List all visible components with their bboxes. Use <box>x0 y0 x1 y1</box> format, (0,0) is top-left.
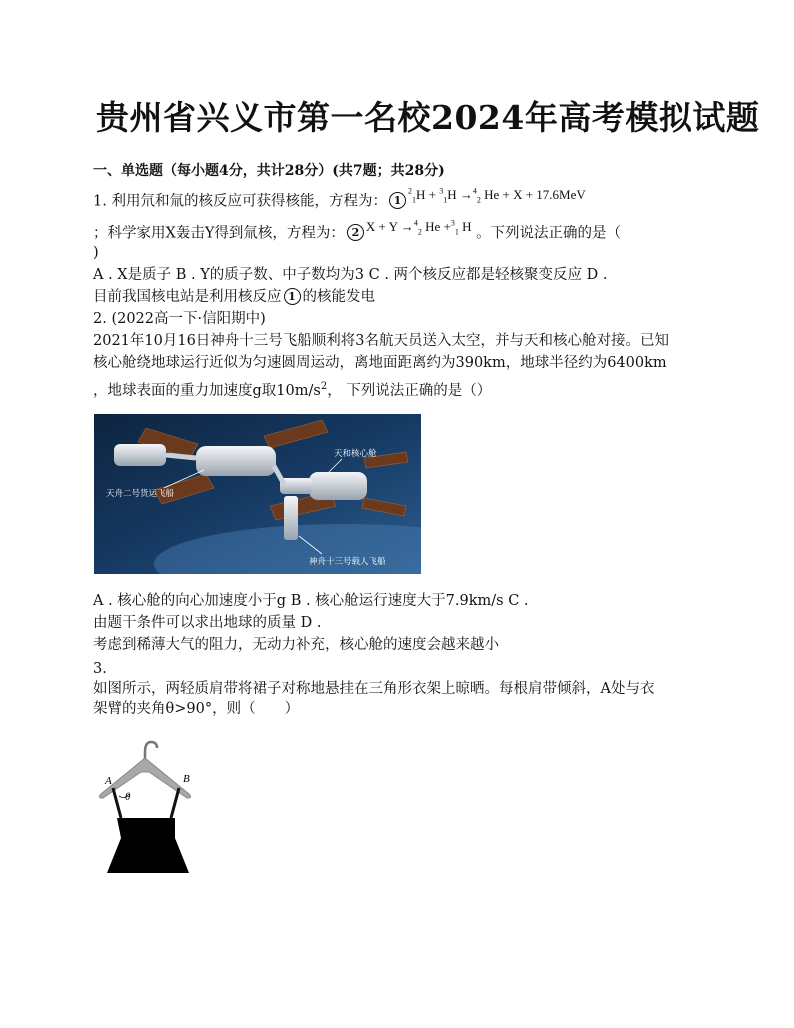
q1-option-d <box>93 287 375 307</box>
label-tianzhou: 天舟二号货运飞船 <box>106 489 175 499</box>
q2-line-1: 2021年10月16日神舟十三号飞船顺利将3名航天员送入太空，并与天和核心舱对接。已知 <box>93 333 670 349</box>
q2-option-c: 由题干条件可以求出地球的质量 D . <box>93 615 322 631</box>
q1-line-2 <box>93 220 621 249</box>
q1-option-d-text: 目前我国核电站是利用核反应 <box>93 289 282 305</box>
q2-options: A . 核心舱的向心加速度小于g B . 核心舱运行速度大于7.9km/s C . <box>93 593 529 609</box>
q1-equation-1: $^2_1$H + $^3_1$H →$^4_2$ He + X + 17.6MeV <box>407 187 586 205</box>
q3-line-1: 如图所示，两轻质肩带将裙子对称地悬挂在三角形衣架上晾晒。每根肩带倾斜，A处与衣 <box>93 681 655 697</box>
q1-options: A . X是质子 B . Y的质子数、中子数均为3 C . 两个核反应都是轻核聚变反应 D . <box>93 267 608 283</box>
q1-text: 1. 利用氘和氚的核反应可获得核能，方程为： <box>93 193 387 210</box>
q2-line-3 <box>93 377 491 401</box>
label-a: A <box>105 775 112 787</box>
label-shenzhou: 神舟十三号载人飞船 <box>309 557 386 567</box>
section-header: 一、单选题（每小题4分，共计28分）(共7题；共28分) <box>93 163 445 179</box>
q2-source: 2. (2022高一下·信阳期中) <box>93 311 266 327</box>
label-tianhe: 天和核心舱 <box>334 449 377 459</box>
label-theta: θ <box>125 791 131 803</box>
q1-option-d-tail: 的核能发电 <box>302 289 375 305</box>
q2-line-3-tail: ， 下列说法正确的是（） <box>327 382 492 399</box>
circled-number-2: 2 <box>347 224 364 241</box>
q1-tail: 。下列说法正确的是（ <box>476 225 622 242</box>
q1-text-2: ；科学家用X轰击Y得到氚核，方程为： <box>93 225 345 242</box>
q3-number: 3. <box>93 661 107 677</box>
q1-line-1 <box>93 188 586 217</box>
page-title: 贵州省兴义市第一名校2024年高考模拟试题 <box>96 98 760 137</box>
q1-equation-2: X + Y →$^4_2$ He +$^3_1$ H <box>365 219 472 237</box>
q3-line-2: 架臂的夹角θ>90°，则（ ） <box>93 701 300 717</box>
label-b: B <box>183 773 190 785</box>
q1-line-3: ) <box>93 245 99 261</box>
hanger-diagram <box>93 736 208 874</box>
circled-number-1b: 1 <box>284 288 301 305</box>
q2-line-3-text: ，地球表面的重力加速度g取10m/s <box>93 382 321 399</box>
space-station-image <box>94 414 421 574</box>
q2-option-d: 考虑到稀薄大气的阻力，无动力补充，核心舱的速度会越来越小 <box>93 637 499 653</box>
exponent: 2 <box>320 381 328 392</box>
q2-line-2: 核心舱绕地球运行近似为匀速圆周运动，离地面距离约为390km，地球半径约为6400km <box>93 355 667 371</box>
circled-number-1: 1 <box>389 192 406 209</box>
